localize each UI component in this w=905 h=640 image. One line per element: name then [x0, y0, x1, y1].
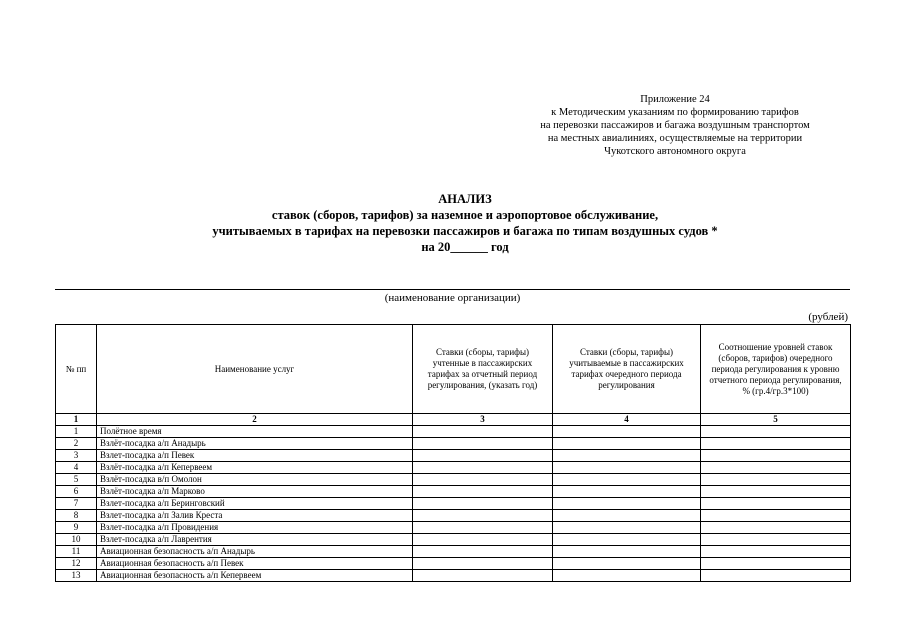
column-number: 3	[413, 414, 553, 426]
cell-next-rate[interactable]	[553, 570, 701, 582]
cell-ratio[interactable]	[701, 510, 851, 522]
row-number: 9	[56, 522, 97, 534]
column-header: Ставки (сборы, тарифы) учитываемые в пассажирских тарифах очередного периода регулирования	[553, 325, 701, 414]
row-number: 13	[56, 570, 97, 582]
table-row	[56, 510, 851, 522]
row-number: 8	[56, 510, 97, 522]
table-row	[56, 438, 851, 450]
table-row	[56, 570, 851, 582]
cell-ratio[interactable]	[701, 534, 851, 546]
cell-reporting-rate[interactable]	[413, 486, 553, 498]
service-name: Взлёт-посадка а/п Кепервеем	[97, 462, 413, 474]
service-name: Авиационная безопасность а/п Анадырь	[97, 546, 413, 558]
cell-next-rate[interactable]	[553, 474, 701, 486]
currency-unit: (рублей)	[808, 311, 848, 323]
service-name: Взлет-посадка а/п Беринговский	[97, 498, 413, 510]
title-line: ставок (сборов, тарифов) за наземное и аэропортовое обслуживание,	[271, 208, 659, 222]
column-number: 4	[553, 414, 701, 426]
cell-ratio[interactable]	[701, 474, 851, 486]
cell-next-rate[interactable]	[553, 462, 701, 474]
document-title	[100, 191, 830, 255]
cell-next-rate[interactable]	[553, 510, 701, 522]
appendix-line: на перевозки пассажиров и багажа воздушным транспортом	[540, 120, 810, 131]
column-header: Наименование услуг	[97, 325, 413, 414]
cell-next-rate[interactable]	[553, 534, 701, 546]
cell-ratio[interactable]	[701, 522, 851, 534]
appendix-note	[500, 93, 850, 158]
service-name: Взлёт-посадка а/п Марково	[97, 486, 413, 498]
cell-reporting-rate[interactable]	[413, 546, 553, 558]
row-number: 11	[56, 546, 97, 558]
cell-reporting-rate[interactable]	[413, 510, 553, 522]
column-number-row	[56, 414, 851, 426]
service-name: Авиационная безопасность а/п Кепервеем	[97, 570, 413, 582]
appendix-line: к Методическим указаниям по формированию тарифов	[551, 107, 799, 118]
service-name: Взлёт-посадка в/п Омолон	[97, 474, 413, 486]
column-header: Ставки (сборы, тарифы) учтенные в пассажирских тарифах за отчетный период регулирования, (указать год)	[413, 325, 553, 414]
cell-ratio[interactable]	[701, 450, 851, 462]
appendix-line: Чукотского автономного округа	[604, 146, 746, 157]
table-header-row	[56, 325, 851, 414]
cell-reporting-rate[interactable]	[413, 558, 553, 570]
row-number: 5	[56, 474, 97, 486]
organization-name-label: (наименование организации)	[384, 292, 521, 304]
cell-reporting-rate[interactable]	[413, 426, 553, 438]
service-name: Авиационная безопасность а/п Певек	[97, 558, 413, 570]
cell-next-rate[interactable]	[553, 558, 701, 570]
cell-ratio[interactable]	[701, 570, 851, 582]
column-number: 5	[701, 414, 851, 426]
row-number: 3	[56, 450, 97, 462]
service-name: Взлет-посадка а/п Залив Креста	[97, 510, 413, 522]
title-year-line: на 20______ год	[421, 240, 509, 254]
cell-reporting-rate[interactable]	[413, 450, 553, 462]
cell-ratio[interactable]	[701, 486, 851, 498]
table-row	[56, 522, 851, 534]
cell-reporting-rate[interactable]	[413, 462, 553, 474]
cell-next-rate[interactable]	[553, 546, 701, 558]
cell-ratio[interactable]	[701, 546, 851, 558]
row-number: 12	[56, 558, 97, 570]
cell-reporting-rate[interactable]	[413, 474, 553, 486]
row-number: 7	[56, 498, 97, 510]
cell-reporting-rate[interactable]	[413, 522, 553, 534]
title-line: учитываемых в тарифах на перевозки пассажиров и багажа по типам воздушных судов *	[212, 224, 718, 238]
organization-name-line[interactable]	[55, 289, 850, 290]
appendix-line: Приложение 24	[640, 94, 710, 105]
cell-reporting-rate[interactable]	[413, 534, 553, 546]
cell-reporting-rate[interactable]	[413, 498, 553, 510]
cell-next-rate[interactable]	[553, 438, 701, 450]
cell-ratio[interactable]	[701, 426, 851, 438]
service-name: Взлет-посадка а/п Лаврентия	[97, 534, 413, 546]
appendix-line: на местных авиалиниях, осуществляемые на территории	[547, 133, 803, 144]
cell-next-rate[interactable]	[553, 450, 701, 462]
row-number: 1	[56, 426, 97, 438]
row-number: 6	[56, 486, 97, 498]
table-row	[56, 546, 851, 558]
table-row	[56, 558, 851, 570]
cell-reporting-rate[interactable]	[413, 438, 553, 450]
table-row	[56, 486, 851, 498]
service-name: Полётное время	[97, 426, 413, 438]
column-header: Соотношение уровней ставок (сборов, тарифов) очередного периода регулирования к уровню отчетного периода регулирования, % (гр.4/гр.3*100)	[701, 325, 851, 414]
table-row	[56, 450, 851, 462]
cell-ratio[interactable]	[701, 498, 851, 510]
service-name: Взлет-посадка а/п Певек	[97, 450, 413, 462]
column-number: 2	[97, 414, 413, 426]
cell-next-rate[interactable]	[553, 486, 701, 498]
row-number: 2	[56, 438, 97, 450]
cell-ratio[interactable]	[701, 558, 851, 570]
cell-next-rate[interactable]	[553, 426, 701, 438]
analysis-table	[55, 324, 851, 582]
cell-next-rate[interactable]	[553, 498, 701, 510]
table-row	[56, 498, 851, 510]
cell-ratio[interactable]	[701, 438, 851, 450]
cell-ratio[interactable]	[701, 462, 851, 474]
row-number: 10	[56, 534, 97, 546]
column-number: 1	[56, 414, 97, 426]
cell-next-rate[interactable]	[553, 522, 701, 534]
cell-reporting-rate[interactable]	[413, 570, 553, 582]
table-row	[56, 474, 851, 486]
row-number: 4	[56, 462, 97, 474]
table-row	[56, 534, 851, 546]
service-name: Взлет-посадка а/п Провидения	[97, 522, 413, 534]
table-row	[56, 462, 851, 474]
service-name: Взлёт-посадка а/п Анадырь	[97, 438, 413, 450]
title-heading: АНАЛИЗ	[438, 192, 492, 206]
column-header: № пп	[56, 325, 97, 414]
table-row	[56, 426, 851, 438]
